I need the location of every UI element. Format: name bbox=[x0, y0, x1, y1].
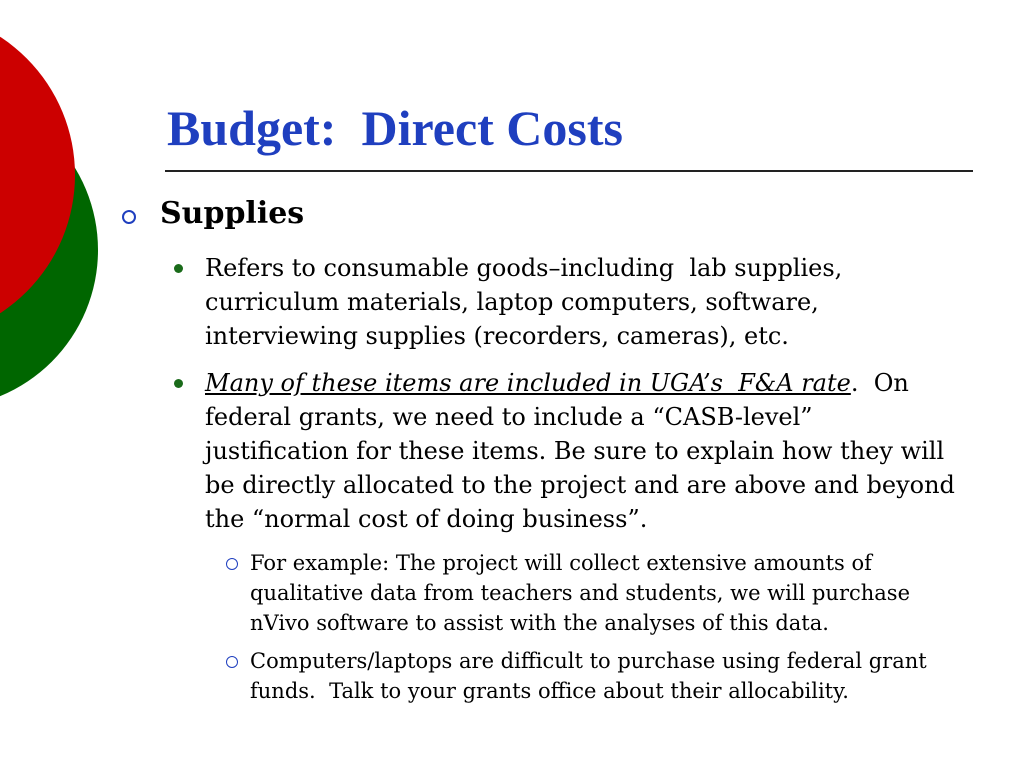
hollow-circle-bullet-icon bbox=[226, 558, 238, 570]
section-heading: Supplies bbox=[160, 196, 305, 231]
bullet-text bbox=[205, 366, 975, 536]
text-line: interviewing supplies (recorders, cameras), etc. bbox=[205, 322, 789, 350]
title-divider bbox=[165, 170, 973, 172]
decorative-circles bbox=[0, 0, 120, 420]
emphasis-text: Many of these items are included in UGA’s F&A rate bbox=[205, 369, 851, 397]
text-line: federal grants, we need to include a “CASB-level” bbox=[205, 403, 813, 431]
text-line: For example: The project will collect extensive amounts of bbox=[250, 551, 872, 575]
text-fragment: . On bbox=[850, 369, 909, 397]
text-line: curriculum materials, laptop computers, software, bbox=[205, 288, 819, 316]
bullet-text bbox=[205, 251, 975, 353]
sub-bullet-text bbox=[250, 548, 990, 638]
filled-dot-bullet-icon bbox=[174, 264, 183, 273]
text-line: Refers to consumable goods–including lab supplies, bbox=[205, 254, 843, 282]
slide-title: Budget: Direct Costs bbox=[167, 100, 623, 156]
text-line: the “normal cost of doing business”. bbox=[205, 505, 648, 533]
hollow-circle-bullet-icon bbox=[122, 210, 136, 224]
text-line: Computers/laptops are difficult to purchase using federal grant bbox=[250, 649, 927, 673]
text-line: be directly allocated to the project and are above and beyond bbox=[205, 471, 955, 499]
text-line: nVivo software to assist with the analyses of this data. bbox=[250, 611, 829, 635]
text-line: funds. Talk to your grants office about their allocability. bbox=[250, 679, 849, 703]
text-line bbox=[205, 366, 975, 400]
text-line: qualitative data from teachers and students, we will purchase bbox=[250, 581, 910, 605]
hollow-circle-bullet-icon bbox=[226, 656, 238, 668]
text-line: justification for these items. Be sure to explain how they will bbox=[205, 437, 945, 465]
sub-bullet-text bbox=[250, 646, 990, 706]
filled-dot-bullet-icon bbox=[174, 379, 183, 388]
